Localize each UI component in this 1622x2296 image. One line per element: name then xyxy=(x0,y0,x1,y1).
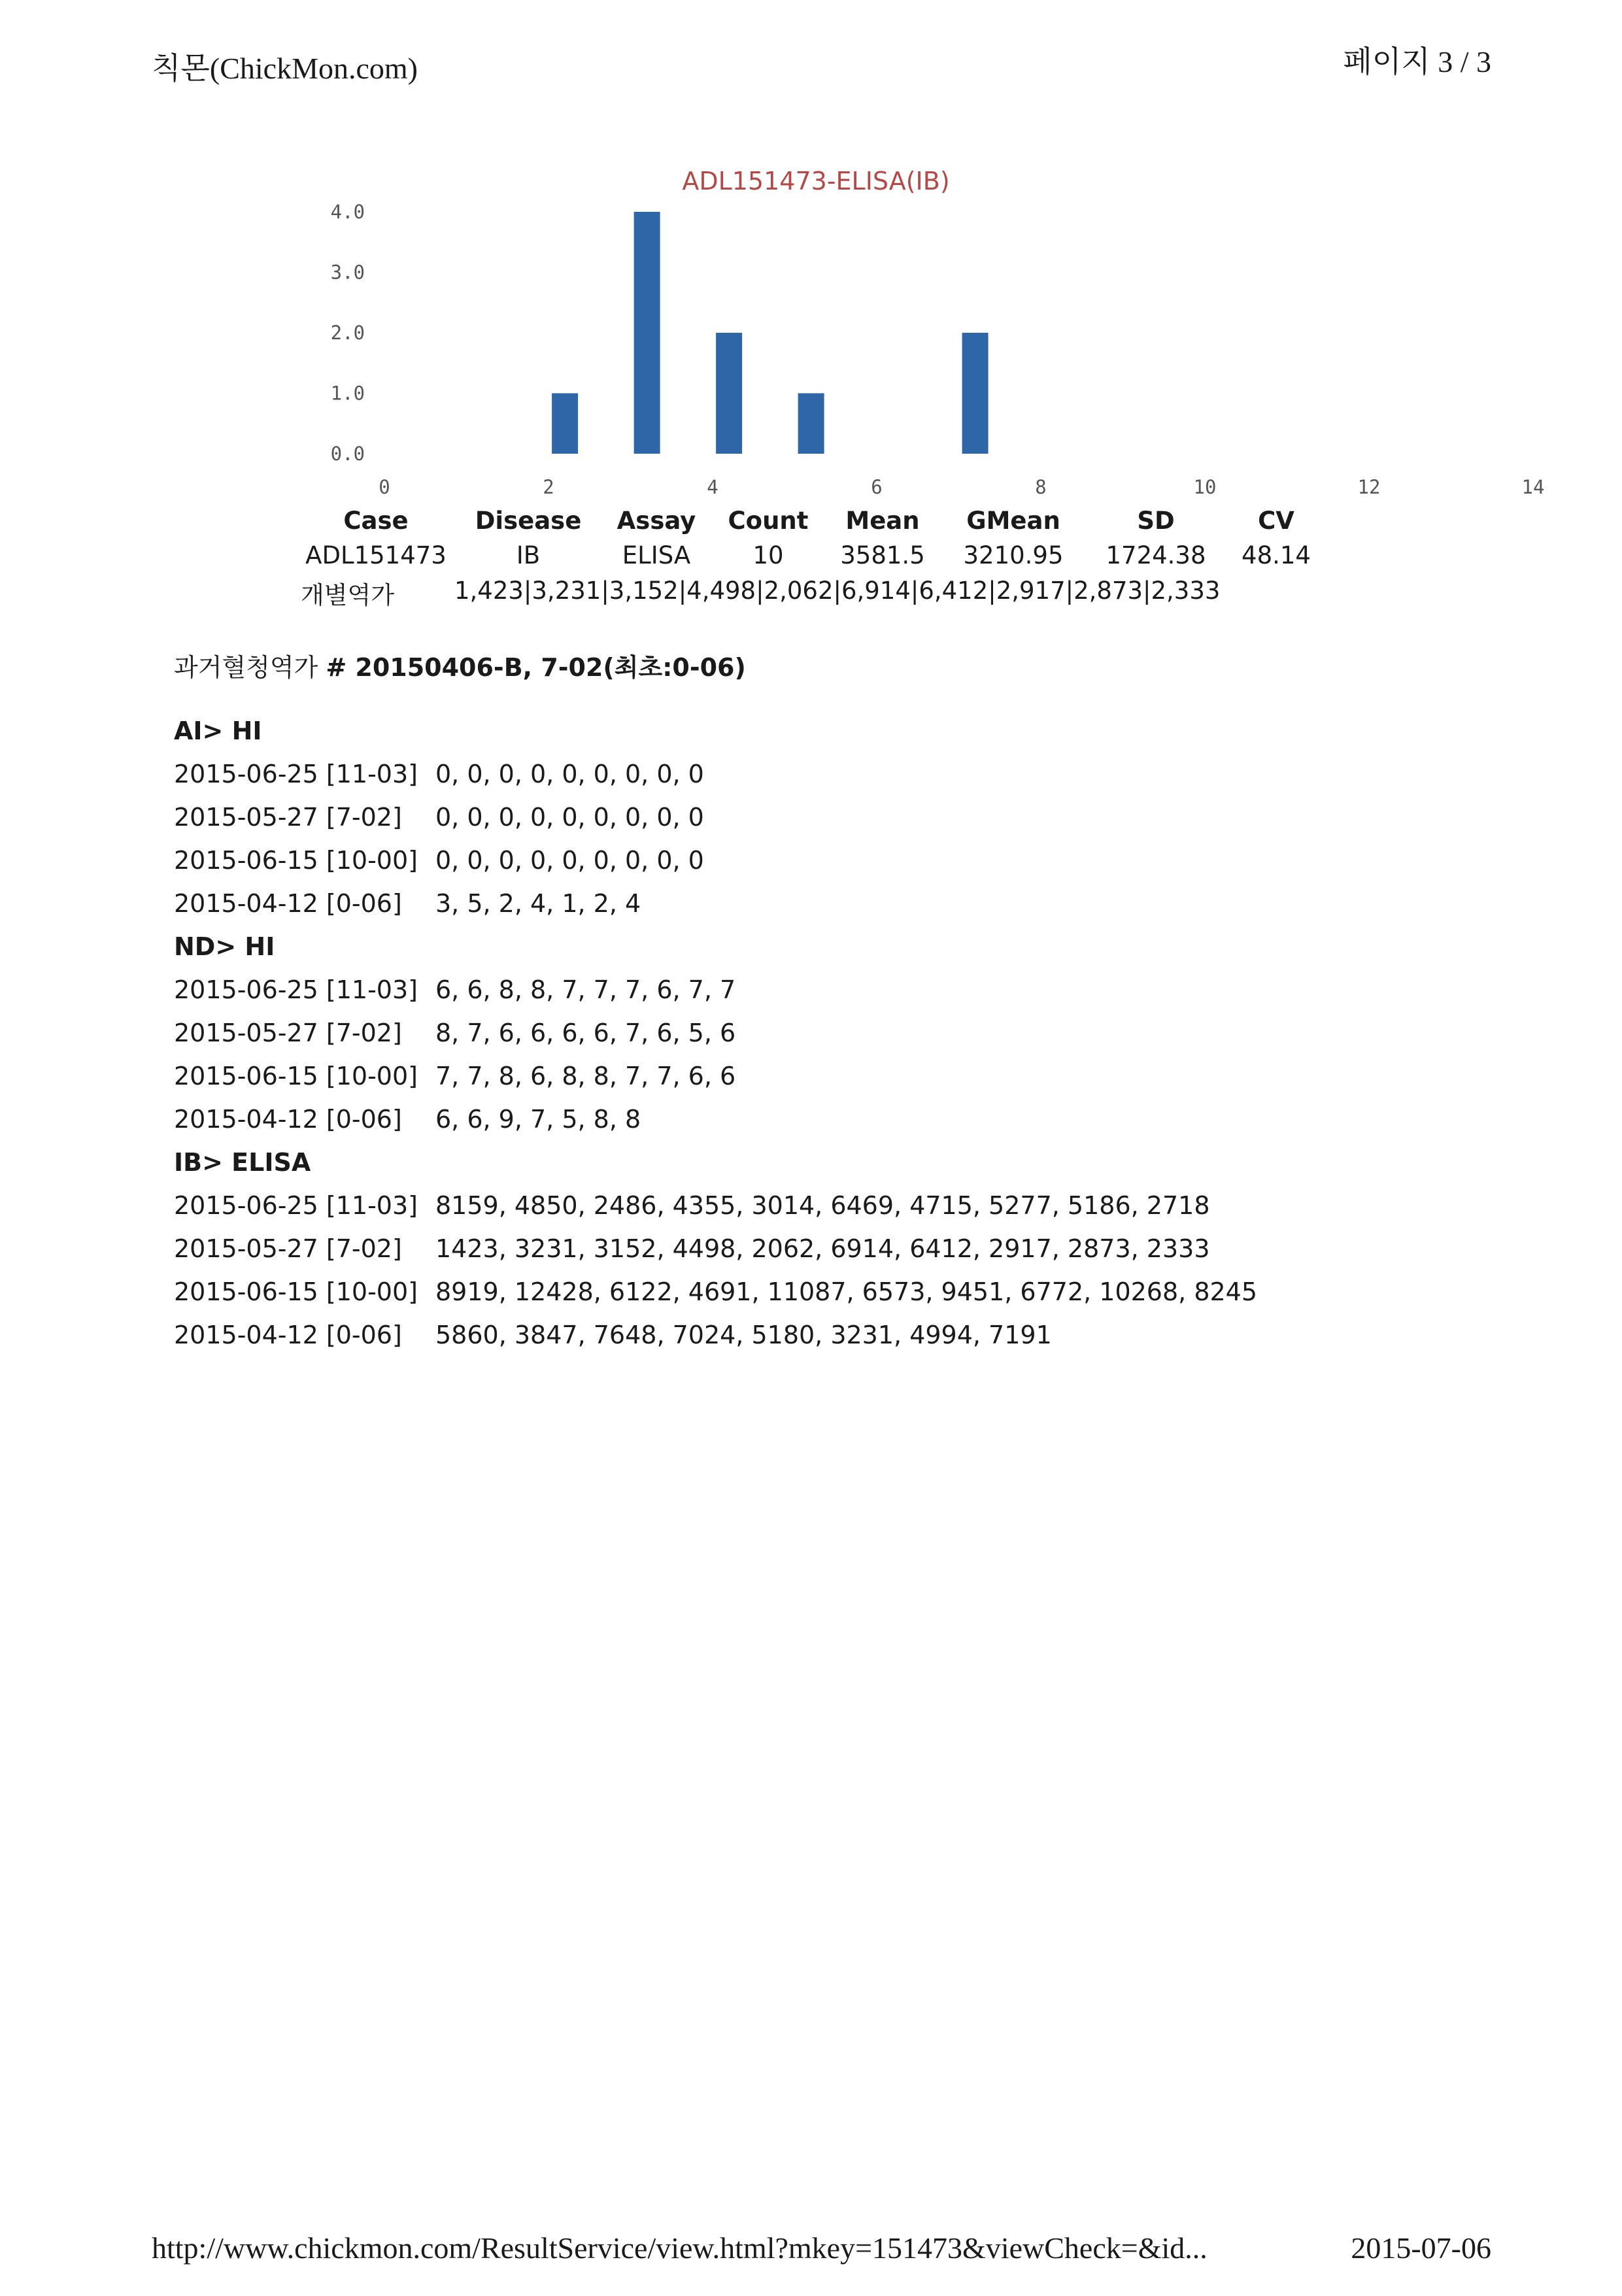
y-tick-label: 0.0 xyxy=(330,443,365,465)
site-name: 칙몬(ChickMon.com) xyxy=(152,52,418,85)
history-row xyxy=(174,1105,641,1134)
chart-bar xyxy=(716,333,742,454)
history-row-values: 8919, 12428, 6122, 4691, 11087, 6573, 9451, 6772, 10268, 8245 xyxy=(435,1277,1258,1306)
history-row-date: 2015-04-12 [0-06] xyxy=(174,1105,402,1134)
stats-value: ADL151473 xyxy=(305,541,447,569)
history-row-date: 2015-06-25 [11-03] xyxy=(174,1191,418,1220)
history-row-date: 2015-06-25 [11-03] xyxy=(174,975,418,1004)
stats-value: 3210.95 xyxy=(963,541,1064,569)
x-tick-label: 12 xyxy=(1357,476,1381,498)
chart-bar xyxy=(798,394,824,454)
history-section-label: IB> ELISA xyxy=(174,1148,311,1177)
history-row xyxy=(174,1321,1052,1349)
history-title-code: # 20150406-B, 7-02(최초:0-06) xyxy=(326,653,746,682)
history-section-label: AI> HI xyxy=(174,717,262,745)
history-row-values: 0, 0, 0, 0, 0, 0, 0, 0, 0 xyxy=(435,760,704,788)
y-axis-ticks xyxy=(331,201,365,465)
history-row-values: 8159, 4850, 2486, 4355, 3014, 6469, 4715, 5277, 5186, 2718 xyxy=(435,1191,1210,1220)
stats-header: GMean xyxy=(966,507,1060,535)
chart-title: ADL151473-ELISA(IB) xyxy=(682,167,950,195)
chart-bar xyxy=(962,333,988,454)
history-row xyxy=(174,975,735,1004)
stats-header: Mean xyxy=(845,507,920,535)
history-row-values: 7, 7, 8, 6, 8, 8, 7, 7, 6, 6 xyxy=(435,1062,736,1090)
history-row-date: 2015-06-25 [11-03] xyxy=(174,760,418,788)
x-tick-label: 10 xyxy=(1193,476,1217,498)
history-row-values: 8, 7, 6, 6, 6, 6, 7, 6, 5, 6 xyxy=(435,1019,736,1047)
stats-header: Disease xyxy=(475,507,582,535)
history-row xyxy=(174,889,641,918)
stats-header: SD xyxy=(1137,507,1175,535)
history-row xyxy=(174,803,704,832)
history-row xyxy=(174,1191,1210,1220)
history-row-date: 2015-04-12 [0-06] xyxy=(174,1321,402,1349)
history-row-values: 1423, 3231, 3152, 4498, 2062, 6914, 6412, 2917, 2873, 2333 xyxy=(435,1234,1210,1263)
source-url: http://www.chickmon.com/ResultService/view.html?mkey=151473&viewCheck=&id... xyxy=(152,2231,1208,2265)
stats-value: 3581.5 xyxy=(840,541,925,569)
x-tick-label: 14 xyxy=(1521,476,1545,498)
x-tick-label: 2 xyxy=(543,476,554,498)
history-section-label: ND> HI xyxy=(174,932,275,961)
stats-value: IB xyxy=(516,541,541,569)
history-row-values: 0, 0, 0, 0, 0, 0, 0, 0, 0 xyxy=(435,803,704,832)
history-row-date: 2015-05-27 [7-02] xyxy=(174,803,402,832)
elisa-bar-chart xyxy=(0,0,1622,523)
history-row-date: 2015-06-15 [10-00] xyxy=(174,1062,418,1090)
history-row-date: 2015-06-15 [10-00] xyxy=(174,1277,418,1306)
history-row xyxy=(174,1277,1257,1306)
history-row-values: 0, 0, 0, 0, 0, 0, 0, 0, 0 xyxy=(435,846,704,875)
history-row-date: 2015-04-12 [0-06] xyxy=(174,889,402,918)
individual-label: 개별역가 xyxy=(301,581,394,609)
x-tick-label: 0 xyxy=(379,476,390,498)
history-row-values: 6, 6, 8, 8, 7, 7, 7, 6, 7, 7 xyxy=(435,975,736,1004)
history-title xyxy=(174,647,746,683)
stats-value: 1724.38 xyxy=(1106,541,1206,569)
history-row-values: 6, 6, 9, 7, 5, 8, 8 xyxy=(435,1105,641,1134)
x-tick-label: 8 xyxy=(1035,476,1047,498)
history-row-values: 3, 5, 2, 4, 1, 2, 4 xyxy=(435,889,641,918)
x-tick-label: 6 xyxy=(871,476,883,498)
y-tick-label: 2.0 xyxy=(330,322,365,344)
page-number: 페이지 3 / 3 xyxy=(1343,45,1491,78)
y-tick-label: 1.0 xyxy=(330,382,365,405)
stats-header: Case xyxy=(343,507,409,535)
history-row-values: 5860, 3847, 7648, 7024, 5180, 3231, 4994, 7191 xyxy=(435,1321,1052,1349)
history-row xyxy=(174,1234,1210,1263)
y-tick-label: 4.0 xyxy=(330,201,365,223)
stats-header: Assay xyxy=(617,507,696,535)
history-row xyxy=(174,846,704,875)
history-row-date: 2015-06-15 [10-00] xyxy=(174,846,418,875)
history-row xyxy=(174,1019,735,1047)
x-axis-ticks xyxy=(379,476,1622,498)
history-row-date: 2015-05-27 [7-02] xyxy=(174,1234,402,1263)
chart-bar xyxy=(552,394,578,454)
history-row-date: 2015-05-27 [7-02] xyxy=(174,1019,402,1047)
y-tick-label: 3.0 xyxy=(330,261,365,284)
stats-header: CV xyxy=(1258,507,1294,535)
history-row xyxy=(174,1062,735,1090)
history-title-prefix: 과거혈청역가 xyxy=(174,653,318,682)
x-tick-label: 4 xyxy=(707,476,718,498)
stats-value: 48.14 xyxy=(1242,541,1311,569)
stats-value: ELISA xyxy=(622,541,691,569)
stats-value: 10 xyxy=(752,541,784,569)
history-row xyxy=(174,760,704,788)
chart-bar xyxy=(634,212,660,454)
print-date: 2015-07-06 xyxy=(1351,2231,1491,2265)
bar-series xyxy=(552,212,988,454)
stats-header: Count xyxy=(728,507,809,535)
individual-values: 1,423|3,231|3,152|4,498|2,062|6,914|6,412|2,917|2,873|2,333 xyxy=(454,577,1221,605)
